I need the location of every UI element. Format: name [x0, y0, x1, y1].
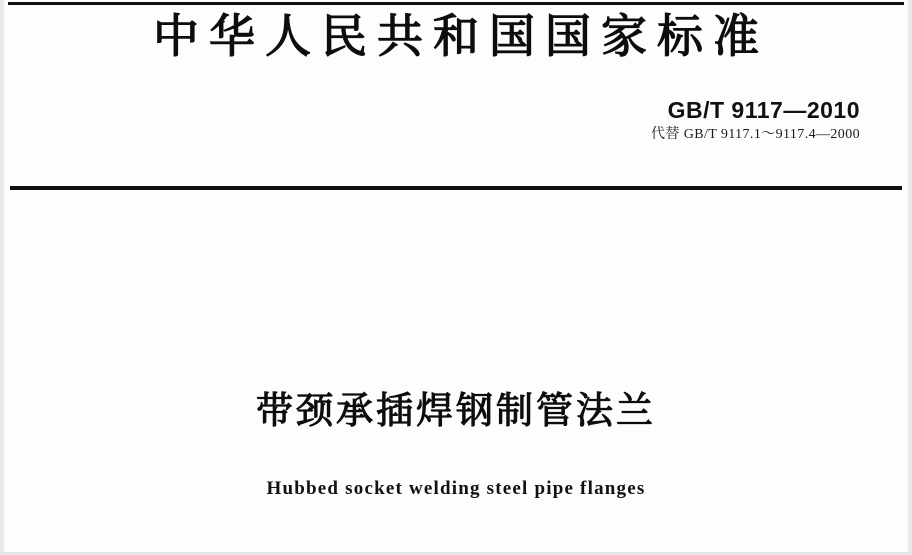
page-left-edge [0, 0, 4, 555]
header-divider-rule [10, 186, 902, 190]
document-title-chinese: 带颈承插焊钢制管法兰 [256, 390, 656, 431]
standard-replaces-note: 代替 GB/T 9117.1～9117.4—2000 [651, 127, 860, 142]
national-standard-title: 中华人民共和国国家标准 [153, 11, 769, 62]
standard-number: GB/T 9117—2010 [667, 97, 860, 123]
header-top-rule [8, 2, 904, 5]
document-title-english: Hubbed socket welding steel pipe flanges [266, 478, 646, 499]
page-right-edge [908, 0, 912, 555]
standard-number-block [651, 96, 860, 144]
